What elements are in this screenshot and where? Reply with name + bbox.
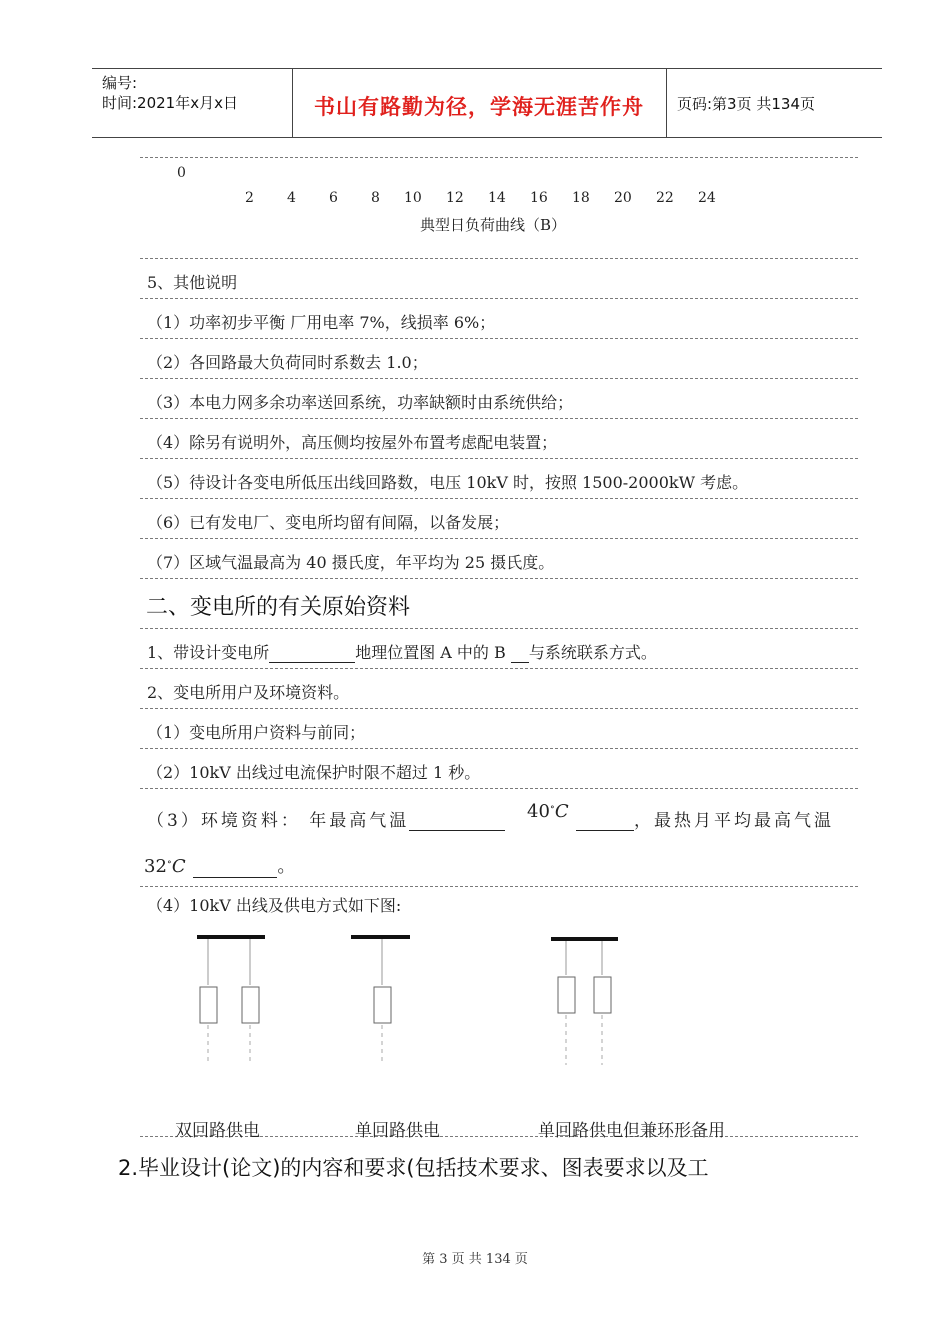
x-axis-tick-label: 2 bbox=[245, 190, 254, 206]
paragraph-line bbox=[147, 806, 505, 831]
switch-box bbox=[374, 987, 391, 1023]
x-axis-tick-label: 6 bbox=[329, 190, 338, 206]
text-fragment: （3）环境资料： 年最高气温 bbox=[147, 811, 410, 831]
text-fragment: ，最热月平均最高气温 bbox=[634, 811, 834, 831]
list-item: （5）待设计各变电所低压出线回路数，电压 10kV 时，按照 1500-2000kW 考虑。 bbox=[147, 473, 749, 492]
section-title: 2.毕业设计(论文)的内容和要求(包括技术要求、图表要求以及工 bbox=[118, 1156, 709, 1180]
row-divider bbox=[140, 628, 858, 629]
text-fragment: 。 bbox=[277, 856, 296, 877]
diagram-caption: 单回路供电 bbox=[355, 1121, 440, 1141]
x-axis-tick-label: 24 bbox=[698, 190, 716, 206]
fill-blank bbox=[193, 861, 277, 878]
row-divider bbox=[140, 258, 858, 259]
feeder-diagram bbox=[0, 925, 950, 1075]
x-axis-tick-label: 10 bbox=[404, 190, 422, 206]
fill-blank bbox=[409, 814, 505, 831]
row-divider bbox=[140, 157, 858, 158]
section-heading: 5、其他说明 bbox=[147, 273, 238, 292]
x-axis-tick-label: 16 bbox=[530, 190, 548, 206]
text-fragment: 地理位置图 A 中的 B bbox=[355, 643, 506, 662]
busbar bbox=[197, 935, 265, 939]
header-divider bbox=[666, 69, 667, 137]
text-fragment: 与系统联系方式。 bbox=[528, 643, 657, 662]
row-divider bbox=[140, 378, 858, 379]
temperature-value: 40∘C bbox=[527, 801, 569, 822]
diagram-caption: 单回路供电但兼环形备用 bbox=[538, 1121, 725, 1141]
row-divider bbox=[140, 748, 858, 749]
x-axis-tick-label: 8 bbox=[371, 190, 380, 206]
list-item: （2）各回路最大负荷同时系数去 1.0； bbox=[147, 353, 428, 372]
row-divider bbox=[140, 886, 858, 887]
busbar bbox=[351, 935, 410, 939]
row-divider bbox=[140, 458, 858, 459]
x-axis-tick-label: 18 bbox=[572, 190, 590, 206]
document-time-label: 时间:2021年x月x日 bbox=[102, 94, 238, 112]
x-axis-tick-label: 12 bbox=[446, 190, 464, 206]
header-page-number: 页码:第3页 共134页 bbox=[677, 95, 815, 113]
paragraph-line: （4）10kV 出线及供电方式如下图: bbox=[147, 896, 402, 915]
row-divider bbox=[140, 418, 858, 419]
text-fragment: 1、带设计变电所 bbox=[147, 643, 270, 662]
paragraph-line bbox=[147, 640, 657, 663]
switch-box bbox=[594, 977, 611, 1013]
row-divider bbox=[140, 788, 858, 789]
row-divider bbox=[140, 708, 858, 709]
page-footer: 第 3 页 共 134 页 bbox=[422, 1252, 528, 1267]
x-axis-tick-label: 4 bbox=[287, 190, 296, 206]
fill-blank bbox=[511, 646, 529, 663]
switch-box bbox=[242, 987, 259, 1023]
list-item: （1）功率初步平衡 厂用电率 7%，线损率 6%； bbox=[147, 313, 496, 332]
single-circuit-diagram bbox=[351, 935, 410, 1065]
y-axis-tick-label: 0 bbox=[177, 165, 186, 181]
paragraph-line: （2）10kV 出线过电流保护时限不超过 1 秒。 bbox=[147, 763, 481, 782]
list-item: （4）除另有说明外，高压侧均按屋外布置考虑配电装置； bbox=[147, 433, 558, 452]
list-item: （7）区域气温最高为 40 摄氏度，年平均为 25 摄氏度。 bbox=[147, 553, 555, 572]
row-divider bbox=[140, 668, 858, 669]
row-divider bbox=[140, 298, 858, 299]
row-divider bbox=[140, 338, 858, 339]
temperature-unit: C bbox=[171, 856, 186, 877]
page-header bbox=[92, 68, 882, 138]
temperature-number: 32 bbox=[144, 856, 167, 877]
fill-blank bbox=[576, 814, 634, 831]
diagram-caption: 双回路供电 bbox=[175, 1121, 260, 1141]
row-divider bbox=[140, 578, 858, 579]
x-axis-tick-label: 14 bbox=[488, 190, 506, 206]
row-divider bbox=[140, 538, 858, 539]
fill-blank bbox=[269, 646, 355, 663]
switch-box bbox=[558, 977, 575, 1013]
double-circuit-diagram bbox=[197, 935, 265, 1065]
busbar bbox=[551, 937, 618, 941]
temperature-number: 40 bbox=[527, 801, 550, 822]
temperature-unit: C bbox=[554, 801, 569, 822]
paragraph-line bbox=[576, 806, 834, 831]
header-meta bbox=[102, 73, 238, 113]
switch-box bbox=[200, 987, 217, 1023]
section-title: 二、变电所的有关原始资料 bbox=[146, 595, 411, 620]
header-motto: 书山有路勤为径，学海无涯苦作舟 bbox=[314, 95, 644, 119]
row-divider bbox=[140, 498, 858, 499]
chart-caption: 典型日负荷曲线（B） bbox=[420, 216, 567, 234]
list-item: （6）已有发电厂、变电所均留有间隔，以备发展； bbox=[147, 513, 510, 532]
paragraph-line: 2、变电所用户及环境资料。 bbox=[147, 683, 350, 702]
x-axis-tick-label: 20 bbox=[614, 190, 632, 206]
document-number-label: 编号: bbox=[102, 74, 138, 92]
temperature-value: 32∘C 。 bbox=[144, 856, 296, 877]
paragraph-line: （1）变电所用户资料与前同； bbox=[147, 723, 366, 742]
x-axis-tick-label: 22 bbox=[656, 190, 674, 206]
list-item: （3）本电力网多余功率送回系统，功率缺额时由系统供给； bbox=[147, 393, 574, 412]
ring-backup-diagram bbox=[551, 937, 618, 1065]
